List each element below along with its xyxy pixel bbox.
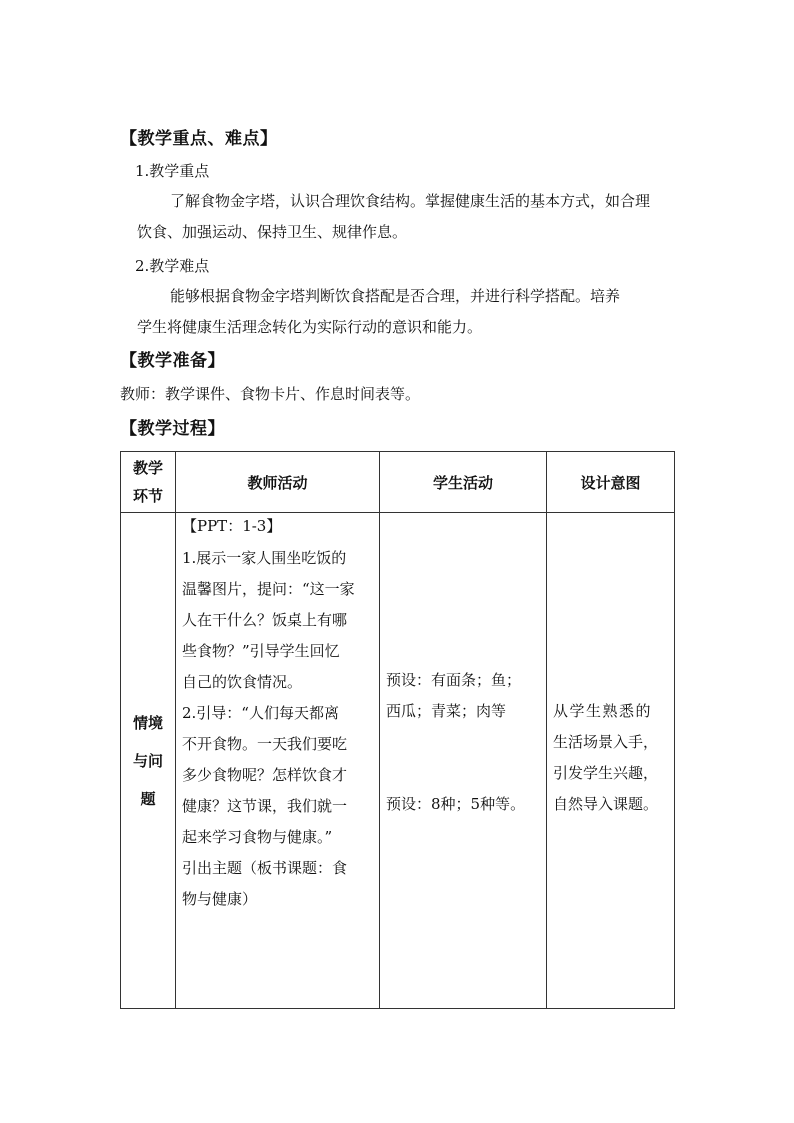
student-activity-cell (380, 513, 547, 1009)
design-intent-text (547, 513, 674, 820)
header-stage-line-1: 教学 (132, 459, 163, 477)
intent-line: 生活场景入手， (553, 733, 659, 751)
teacher-activity-cell (176, 513, 380, 1009)
focus-2-line-2: 学生将健康生活理念转化为实际行动的意识和能力。 (137, 318, 483, 336)
teacher-line: 不开食物。一天我们要吃 (182, 735, 348, 753)
teacher-line: 2.引导：“人们每天都离 (182, 704, 339, 722)
design-intent-cell (547, 513, 675, 1009)
teacher-line: 健康？这节课，我们就一 (182, 797, 348, 815)
teacher-line: 【PPT：1-3】 (182, 517, 282, 535)
stage-line-3: 题 (140, 789, 156, 808)
student-line: 西瓜；青菜；肉等 (386, 702, 507, 720)
lesson-table (120, 451, 675, 1009)
focus-heading: 【教学重点、难点】 (120, 129, 278, 149)
focus-1-title: 1.教学重点 (135, 162, 210, 180)
prep-heading: 【教学准备】 (120, 351, 225, 371)
table-header-row (121, 452, 675, 513)
focus-1-line-1: 了解食物金字塔，认识合理饮食结构。掌握健康生活的基本方式，如合理 (170, 192, 651, 210)
teacher-line: 1.展示一家人围坐吃饭的 (182, 549, 347, 567)
intent-line: 引发学生兴趣， (553, 764, 659, 782)
focus-2-title: 2.教学难点 (135, 257, 210, 275)
header-stage-line-2: 环节 (132, 487, 163, 505)
stage-line-2: 与问 (132, 751, 163, 770)
teacher-activity-text (176, 513, 379, 915)
teacher-line: 多少食物呢？怎样饮食才 (182, 766, 348, 784)
header-student-activity (380, 452, 547, 513)
header-stage (121, 452, 176, 513)
student-line: 预设：8种；5种等。 (386, 795, 526, 813)
focus-1-line-2: 饮食、加强运动、保持卫生、规律作息。 (137, 223, 408, 241)
process-heading: 【教学过程】 (120, 419, 225, 439)
prep-text: 教师：教学课件、食物卡片、作息时间表等。 (120, 385, 421, 403)
intent-line: 自然导入课题。 (553, 795, 659, 813)
intent-line: 从学生熟悉的 (553, 702, 653, 720)
teacher-line: 自己的饮食情况。 (182, 673, 303, 691)
student-activity-text (380, 513, 546, 820)
teacher-line: 物与健康） (182, 890, 258, 908)
teacher-line: 起来学习食物与健康。” (182, 828, 333, 846)
teacher-line: 些食物？”引导学生回忆 (182, 642, 340, 660)
header-teacher-label: 教师活动 (247, 473, 308, 492)
stage-cell (121, 513, 176, 1009)
student-line: 预设：有面条；鱼； (386, 671, 522, 689)
header-student-label: 学生活动 (432, 473, 493, 492)
table-row (121, 513, 675, 1009)
header-intent-label: 设计意图 (580, 473, 641, 492)
header-teacher-activity (176, 452, 380, 513)
header-design-intent (547, 452, 675, 513)
focus-2-line-1: 能够根据食物金字塔判断饮食搭配是否合理，并进行科学搭配。培养 (170, 287, 621, 305)
teacher-line: 温馨图片，提问：“这一家 (182, 580, 355, 598)
teacher-line: 引出主题（板书课题：食 (182, 859, 348, 877)
teacher-line: 人在干什么？饭桌上有哪 (182, 611, 348, 629)
stage-line-1: 情境 (132, 713, 163, 732)
